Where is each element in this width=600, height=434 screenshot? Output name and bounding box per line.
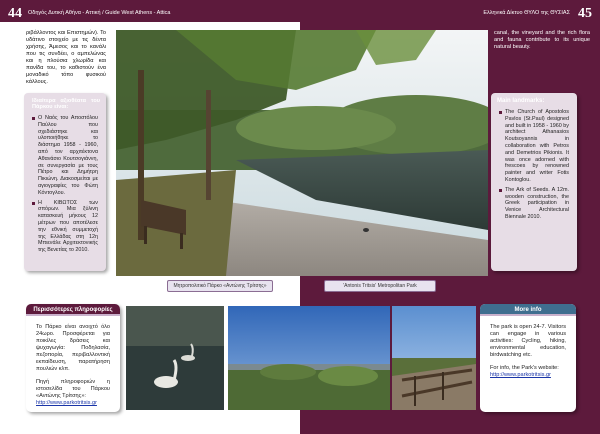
right-landmark-item: The Church of Apostolos Pavlos (St.Paul) designed and built in 1958 - 1960 by architect Athanasios Koutsoyannis in collaboration with Petros and Demetrios Pikionis. It was once adorned with frescoes by renowned painter and writer Fotis Kontoglou. <box>499 109 569 184</box>
landscape-photo <box>228 306 390 410</box>
left-landmarks-title: Ιδιαίτερα αξιοθέατα του Πάρκου είναι: <box>32 98 100 110</box>
main-park-photo <box>116 30 488 276</box>
right-intro-text: canal, the vineyard and the rich flora and fauna contribute to its unique natural beauty. <box>494 30 590 50</box>
right-landmarks-box <box>491 93 577 271</box>
more-info-greek-box <box>26 304 120 412</box>
left-landmarks-list <box>24 115 106 254</box>
more-info-greek-title: Περισσότερες πληροφορίες <box>26 304 120 316</box>
more-info-english-title: More info <box>480 304 576 316</box>
more-info-greek-link[interactable]: http://www.parkotritsis.gr <box>36 400 97 406</box>
right-landmarks-title: Main landmarks: <box>497 98 545 104</box>
more-info-greek-paragraph: Το Πάρκο είναι ανοιχτό όλο 24ωρο. Προσφέρεται για ποικίλες δράσεις και ψυχαγωγία: Ποδηλασία, πεζοπορία, περιβαλλοντική εκπαίδευση, παρατήρηση πουλιών κλπ. <box>36 324 110 372</box>
boardwalk-illustration <box>392 306 476 410</box>
caption-english: 'Antonis Tritsis' Metropolitan Park <box>324 280 436 292</box>
more-info-english-box <box>480 304 576 412</box>
left-page-number: 44 <box>8 6 22 21</box>
caption-greek: Μητροπολιτικό Πάρκο «Αντώνης Τρίτσης» <box>167 280 273 292</box>
more-info-greek-source: Πηγή πληροφοριών η ιστοσελίδα του Πάρκου «Αντώνης Τρίτσης»: <box>36 379 110 399</box>
park-lake-illustration <box>116 30 488 276</box>
left-landmark-item: Ο Ναός του Αποστόλου Παύλου που σχεδιάστηκε και υλοποιήθηκε το διάστημα 1958 - 1960, από τον αρχιτέκτονα Αθανάσιο Κουτσογιάννη, σε συνεργασία με τους Πέτρο και Δημήτρη Πικιώνη. Διακοσμείται με αγιογραφίες του Φώτη Κόντογλου. <box>32 115 98 197</box>
right-page-number: 45 <box>578 6 592 21</box>
left-landmark-item: Η ΚΙΒΩΤΟΣ των σπόρων. Μια ξύλινη κατασκευή μήκους 12 μέτρων που αποτέλεσε την εθνική συμμετοχή της Ελλάδας στη 12η Μπιενάλε Αρχιτεκτονικής της Βενετίας το 2010. <box>32 200 98 254</box>
right-landmarks-list <box>491 109 577 221</box>
left-landmarks-box <box>24 93 106 271</box>
right-running-head: Ελληνικά Δίκτυο ΘΥΛΟ της ΘΥΣΙΑΣ <box>483 10 570 16</box>
more-info-english-paragraph: The park is open 24-7. Visitors can engage in various activities: Cycling, hiking, environmental education, birdwatching etc. <box>490 324 566 358</box>
right-landmark-item: The Ark of Seeds. A 12m. wooden construction, the Greek participation in Venice Architectural Biennale 2010. <box>499 187 569 221</box>
swans-photo <box>126 306 224 410</box>
left-intro-text: ριβάλλοντος και Επιστημών). Το υδάτινο στοιχείο με τις δέντα χρήσης, Άμεσος και το κανάλι που τις συνδέει, ο αμπελώνας και η πλούσια χλωρίδα και πανίδα του, το καθιστούν ένα μοναδικό τόπο φυσικού κάλλους. <box>26 30 106 85</box>
boardwalk-photo <box>392 306 476 410</box>
more-info-english-link[interactable]: http://www.parkotritsis.gr <box>490 372 551 378</box>
left-running-head: Οδηγός Δυτική Αθήνα - Αττική / Guide West Athens - Attica <box>28 10 171 16</box>
landscape-illustration <box>228 306 390 410</box>
swans-illustration <box>126 306 224 410</box>
more-info-english-source: For info, the Park's website: <box>490 365 559 371</box>
